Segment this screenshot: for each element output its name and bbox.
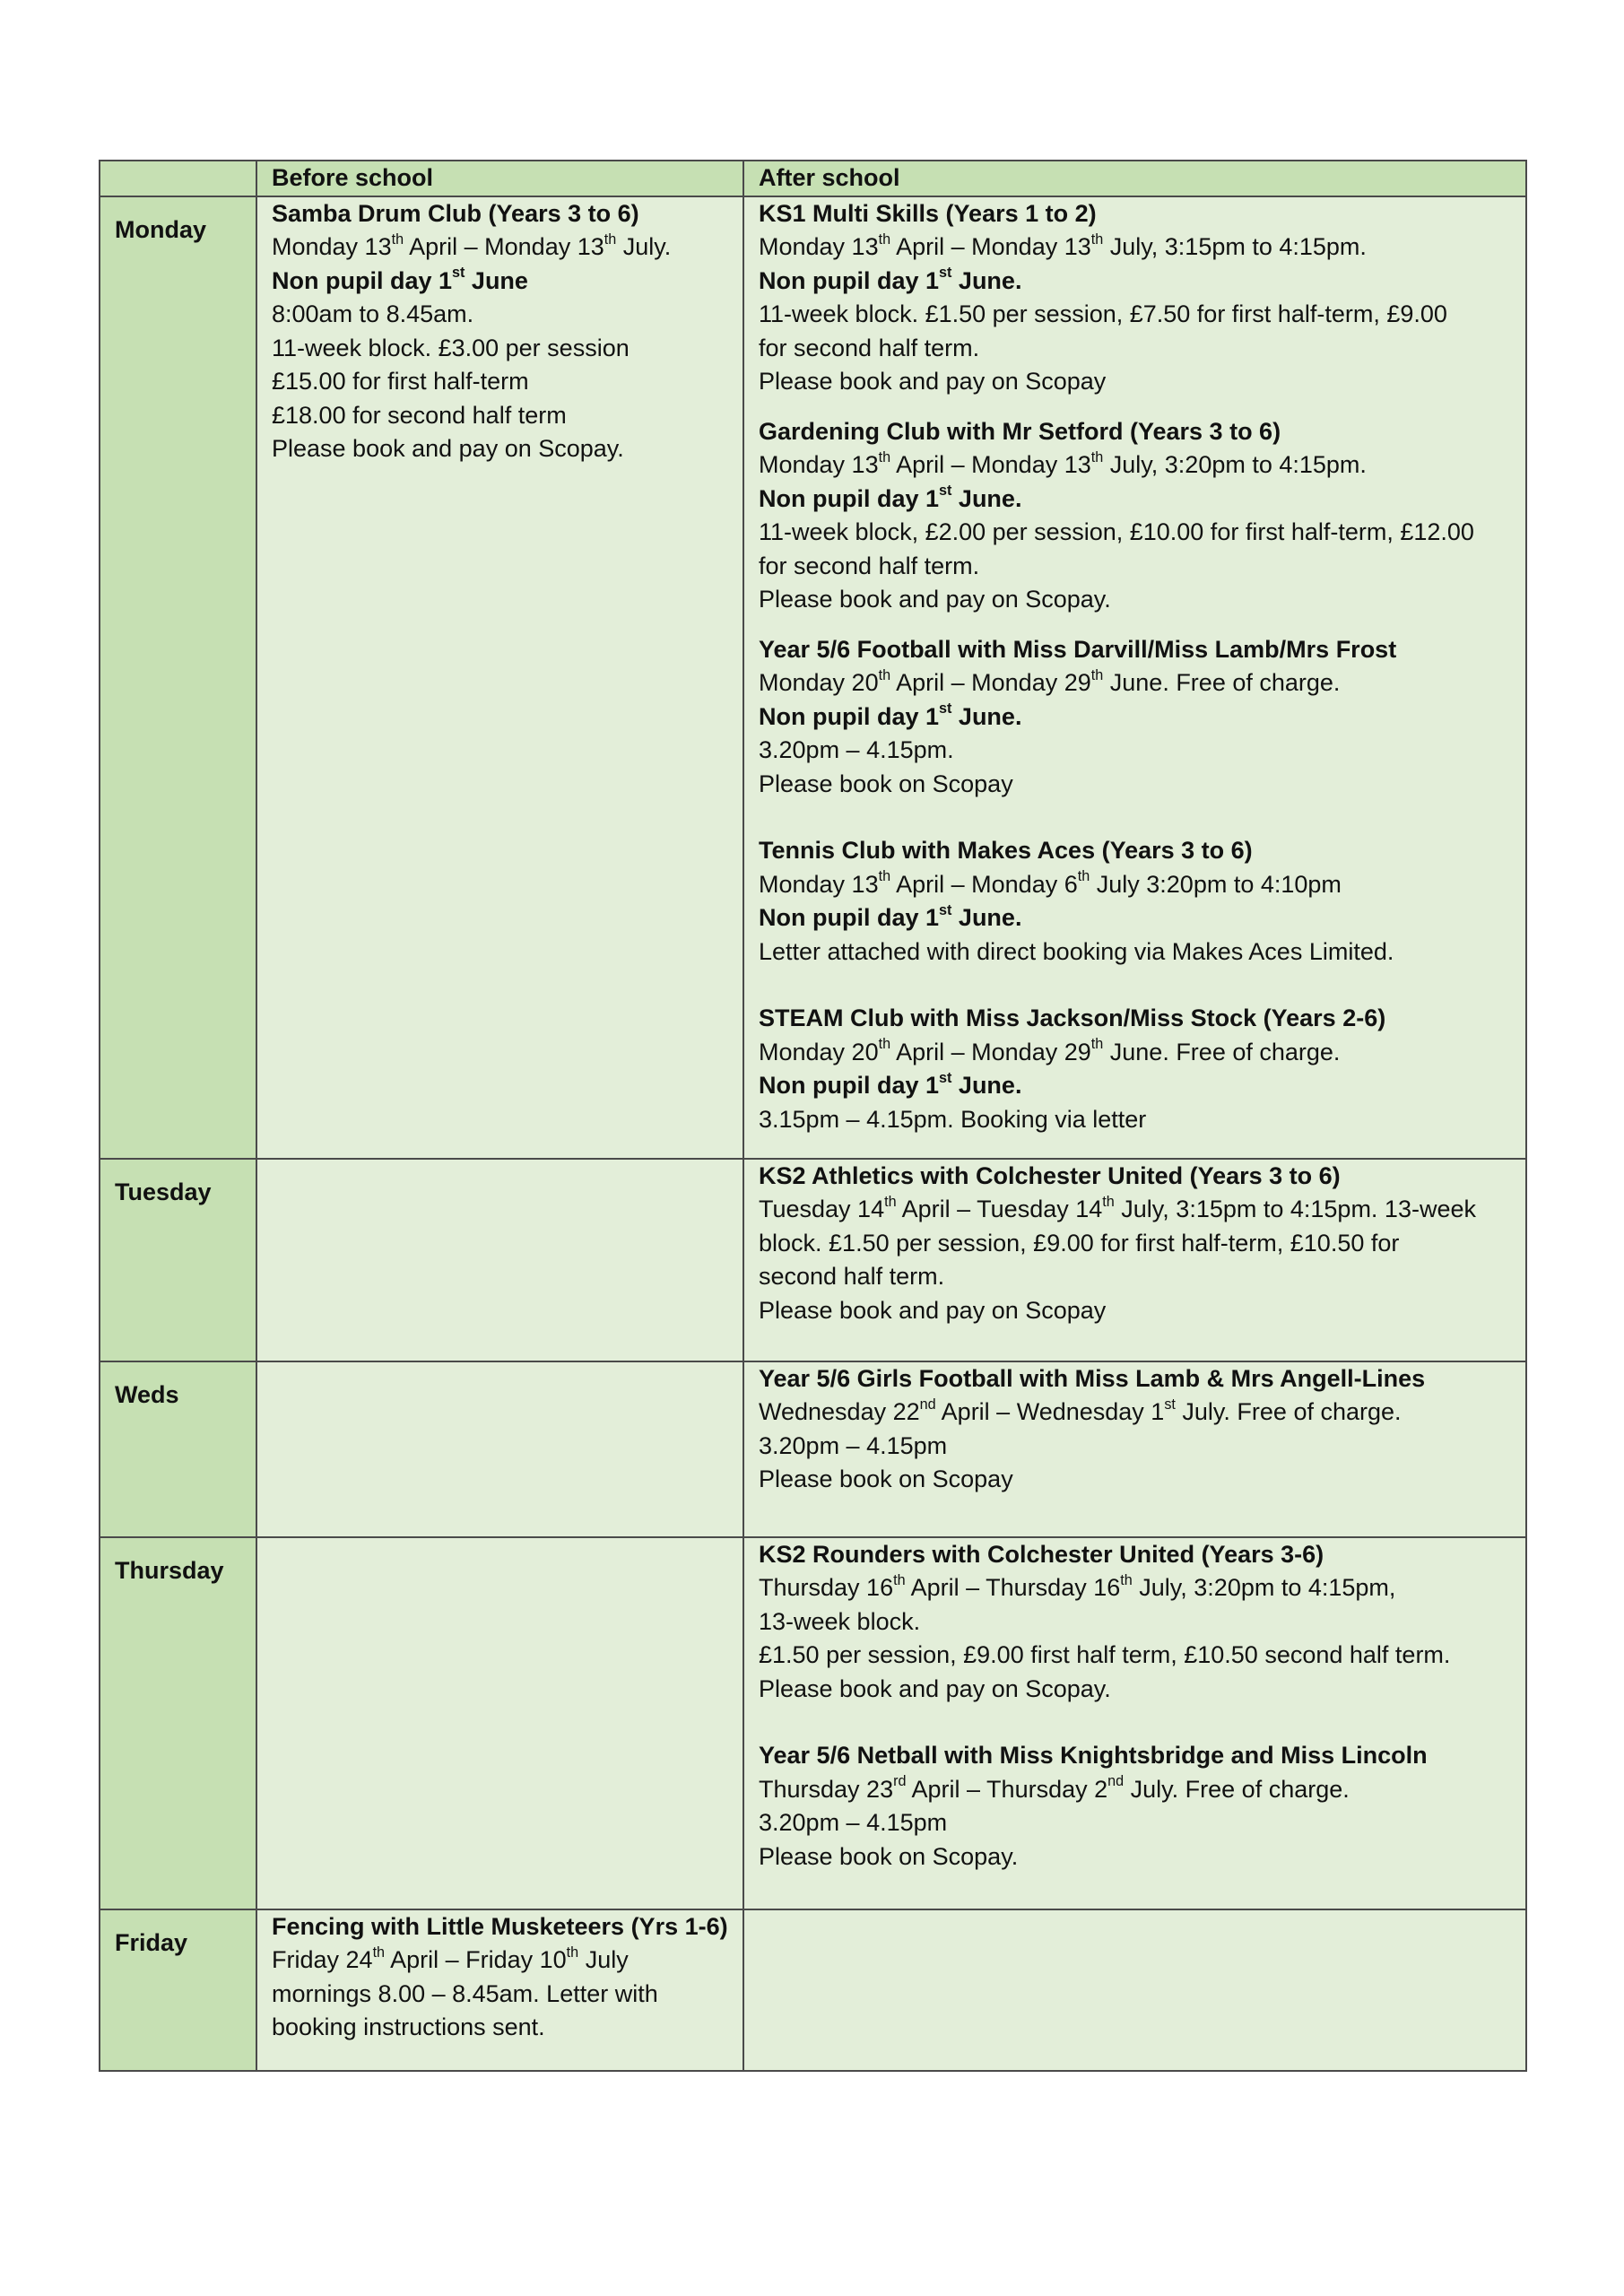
header-day-cell (100, 161, 256, 196)
club-entry-ks1-multi-skills (759, 197, 1511, 399)
non-pupil-day: Non pupil day 1st June. (759, 483, 1022, 512)
club-dates: Monday 13th April – Monday 13th July, 3:15pm to 4:15pm. (759, 230, 1367, 260)
club-booking: Please book and pay on Scopay. (759, 586, 1111, 613)
day-label-tuesday: Tuesday (100, 1159, 256, 1361)
club-dates: Monday 13th April – Monday 13th July, 3:20pm to 4:15pm. (759, 448, 1367, 478)
day-label-thursday: Thursday (100, 1537, 256, 1909)
day-label-friday: Friday (100, 1909, 256, 2071)
club-title: Year 5/6 Girls Football with Miss Lamb & Mrs Angell-Lines (759, 1364, 1426, 1392)
club-entry-y56-football (759, 633, 1511, 802)
club-booking: booking instructions sent. (272, 2013, 545, 2040)
friday-after-cell (743, 1909, 1526, 2071)
club-pricing: block. £1.50 per session, £9.00 for first half-term, £10.50 for (759, 1229, 1400, 1257)
club-booking: Please book and pay on Scopay. (272, 435, 624, 462)
club-pricing-cont: for second half term. (759, 334, 980, 361)
club-time: 8:00am to 8.45am. (272, 300, 474, 327)
row-weds (100, 1361, 1526, 1537)
club-dates: Friday 24th April – Friday 10th July (272, 1944, 629, 1973)
club-booking: Please book on Scopay (759, 1465, 1013, 1492)
club-dates: Monday 13th April – Monday 6th July 3:20pm to 4:10pm (759, 868, 1342, 898)
club-dates: Monday 13th April – Monday 13th July. (272, 230, 672, 260)
tuesday-before-cell (256, 1159, 743, 1361)
club-booking: Please book and pay on Scopay (759, 1296, 1107, 1324)
day-label-monday: Monday (100, 196, 256, 1159)
club-title: KS1 Multi Skills (Years 1 to 2) (759, 199, 1097, 227)
club-pricing: £1.50 per session, £9.00 first half term, £10.50 second half term. (759, 1641, 1451, 1668)
club-time: mornings 8.00 – 8.45am. Letter with (272, 1979, 658, 2007)
club-dates: Monday 20th April – Monday 29th June. Free of charge. (759, 1036, 1341, 1065)
club-first-half-price: £15.00 for first half-term (272, 368, 529, 395)
club-dates: Monday 20th April – Monday 29th June. Free of charge. (759, 666, 1341, 696)
thursday-before-cell (256, 1537, 743, 1909)
friday-before-cell (256, 1909, 743, 2071)
club-time: 3.20pm – 4.15pm (759, 1809, 948, 1836)
club-entry-steam (759, 1002, 1511, 1136)
club-title: Year 5/6 Netball with Miss Knightsbridge and Miss Lincoln (759, 1742, 1428, 1769)
club-block: 11-week block. £3.00 per session (272, 334, 630, 361)
club-pricing: 11-week block, £2.00 per session, £10.00 for first half-term, £12.00 (759, 518, 1474, 545)
weds-after-cell (743, 1361, 1526, 1537)
club-dates: Thursday 23rd April – Thursday 2nd July. Free of charge. (759, 1773, 1350, 1803)
club-second-half-price: £18.00 for second half term (272, 401, 567, 429)
header-row (100, 161, 1526, 196)
non-pupil-day: Non pupil day 1st June (272, 265, 528, 294)
club-booking: Please book and pay on Scopay (759, 368, 1107, 395)
club-title: Year 5/6 Football with Miss Darvill/Miss Lamb/Mrs Frost (759, 635, 1397, 663)
club-dates: Thursday 16th April – Thursday 16th July, 3:20pm to 4:15pm, (759, 1571, 1396, 1601)
club-time: 3.20pm – 4.15pm. (759, 736, 954, 763)
header-after-school: After school (743, 161, 1526, 196)
club-entry-tennis (759, 834, 1511, 969)
monday-after-cell (743, 196, 1526, 1159)
row-monday (100, 196, 1526, 1159)
club-entry-ks2-rounders (759, 1538, 1511, 1707)
tuesday-after-cell (743, 1159, 1526, 1361)
club-title: STEAM Club with Miss Jackson/Miss Stock (Years 2-6) (759, 1004, 1386, 1031)
club-booking: Letter attached with direct booking via Makes Aces Limited. (759, 937, 1394, 965)
club-booking: 3.15pm – 4.15pm. Booking via letter (759, 1105, 1147, 1133)
club-time: 3.20pm – 4.15pm (759, 1431, 948, 1459)
row-tuesday (100, 1159, 1526, 1361)
header-before-school: Before school (256, 161, 743, 196)
row-friday (100, 1909, 1526, 2071)
club-pricing: 11-week block. £1.50 per session, £7.50 for first half-term, £9.00 (759, 300, 1447, 327)
club-title: Tennis Club with Makes Aces (Years 3 to 6) (759, 837, 1253, 864)
club-entry-y56-netball (759, 1739, 1511, 1874)
non-pupil-day: Non pupil day 1st June. (759, 265, 1022, 294)
weds-before-cell (256, 1361, 743, 1537)
club-pricing-cont: second half term. (759, 1263, 945, 1290)
clubs-schedule-table (99, 160, 1527, 2072)
club-booking: Please book on Scopay (759, 770, 1013, 797)
monday-before-cell (256, 196, 743, 1159)
club-block: 13-week block. (759, 1607, 921, 1635)
club-title: Gardening Club with Mr Setford (Years 3 to 6) (759, 417, 1281, 445)
non-pupil-day: Non pupil day 1st June. (759, 700, 1022, 730)
non-pupil-day: Non pupil day 1st June. (759, 1069, 1022, 1099)
thursday-after-cell (743, 1537, 1526, 1909)
club-booking: Please book and pay on Scopay. (759, 1674, 1111, 1702)
club-booking: Please book on Scopay. (759, 1842, 1019, 1870)
club-title: KS2 Rounders with Colchester United (Years 3-6) (759, 1540, 1324, 1568)
club-pricing-cont: for second half term. (759, 552, 980, 579)
club-title: KS2 Athletics with Colchester United (Years 3 to 6) (759, 1161, 1341, 1189)
row-thursday (100, 1537, 1526, 1909)
club-dates: Wednesday 22nd April – Wednesday 1st July. Free of charge. (759, 1396, 1402, 1425)
club-title: Samba Drum Club (Years 3 to 6) (272, 199, 639, 227)
club-title: Fencing with Little Musketeers (Yrs 1-6) (272, 1912, 728, 1940)
non-pupil-day: Non pupil day 1st June. (759, 901, 1022, 931)
club-dates: Tuesday 14th April – Tuesday 14th July, 3:15pm to 4:15pm. 13-week (759, 1193, 1476, 1222)
day-label-weds: Weds (100, 1361, 256, 1537)
club-entry-gardening (759, 415, 1511, 617)
